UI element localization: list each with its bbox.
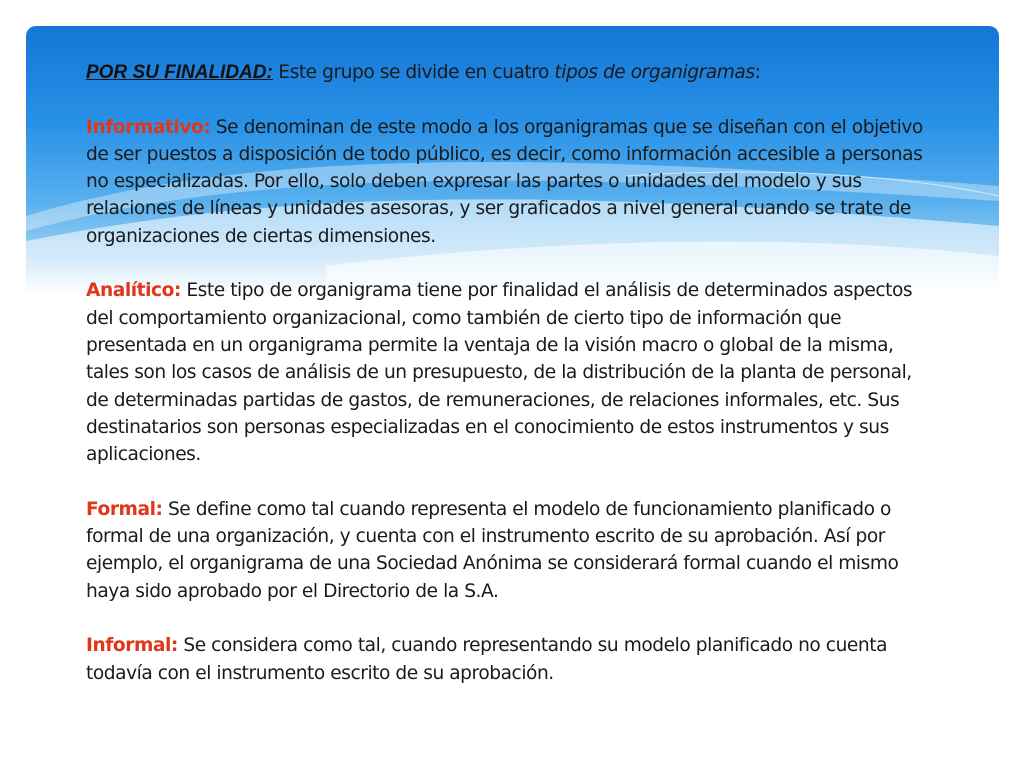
term-informal: Informal:	[86, 635, 178, 657]
intro-paragraph	[86, 59, 926, 86]
slide-body	[86, 59, 926, 714]
term-informativo: Informativo:	[86, 116, 211, 138]
paragraph-formal	[86, 496, 926, 605]
paragraph-analitico	[86, 277, 926, 468]
paragraph-informal	[86, 632, 926, 687]
text-formal: Se define como tal cuando representa el modelo de funcionamiento planificado o formal de una organización, y cuenta con el instrumento escrito de su aprobación. Así por ejemplo, el organigrama de una Sociedad Anónima se considerará formal cuando el mismo haya sido aprobado por el Directorio de la S.A.	[86, 498, 899, 602]
text-informativo: Se denominan de este modo a los organigramas que se diseñan con el objetivo de ser puestos a disposición de todo público, es decir, como información accesible a personas no especializadas. Por ello, solo deben expresar las partes o unidades del modelo y sus relaciones de líneas y unidades asesoras, y ser graficados a nivel general cuando se trate de organizaciones de ciertas dimensiones.	[86, 116, 923, 247]
intro-emphasis: tipos de organigramas	[554, 62, 755, 83]
text-informal: Se considera como tal, cuando representando su modelo planificado no cuenta todavía con el instrumento escrito de su aprobación.	[86, 635, 888, 684]
text-analitico: Este tipo de organigrama tiene por finalidad el análisis de determinados aspectos del comportamiento organizacional, como también de cierto tipo de información que presentada en un organigrama permite la ventaja de la visión macro o global de la misma, tales son los casos de análisis de un presupuesto, de la distribución de la planta de personal, de determinadas partidas de gastos, de remuneraciones, de relaciones informales, etc. Sus destinatarios son personas especializadas en el conocimiento de estos instrumentos y sus aplicaciones.	[86, 280, 913, 466]
paragraph-informativo	[86, 114, 926, 250]
intro-end: :	[754, 62, 761, 83]
intro-text: Este grupo se divide en cuatro	[272, 62, 555, 83]
term-analitico: Analítico:	[86, 280, 181, 302]
term-formal: Formal:	[86, 498, 163, 520]
section-heading: POR SU FINALIDAD:	[86, 62, 273, 83]
